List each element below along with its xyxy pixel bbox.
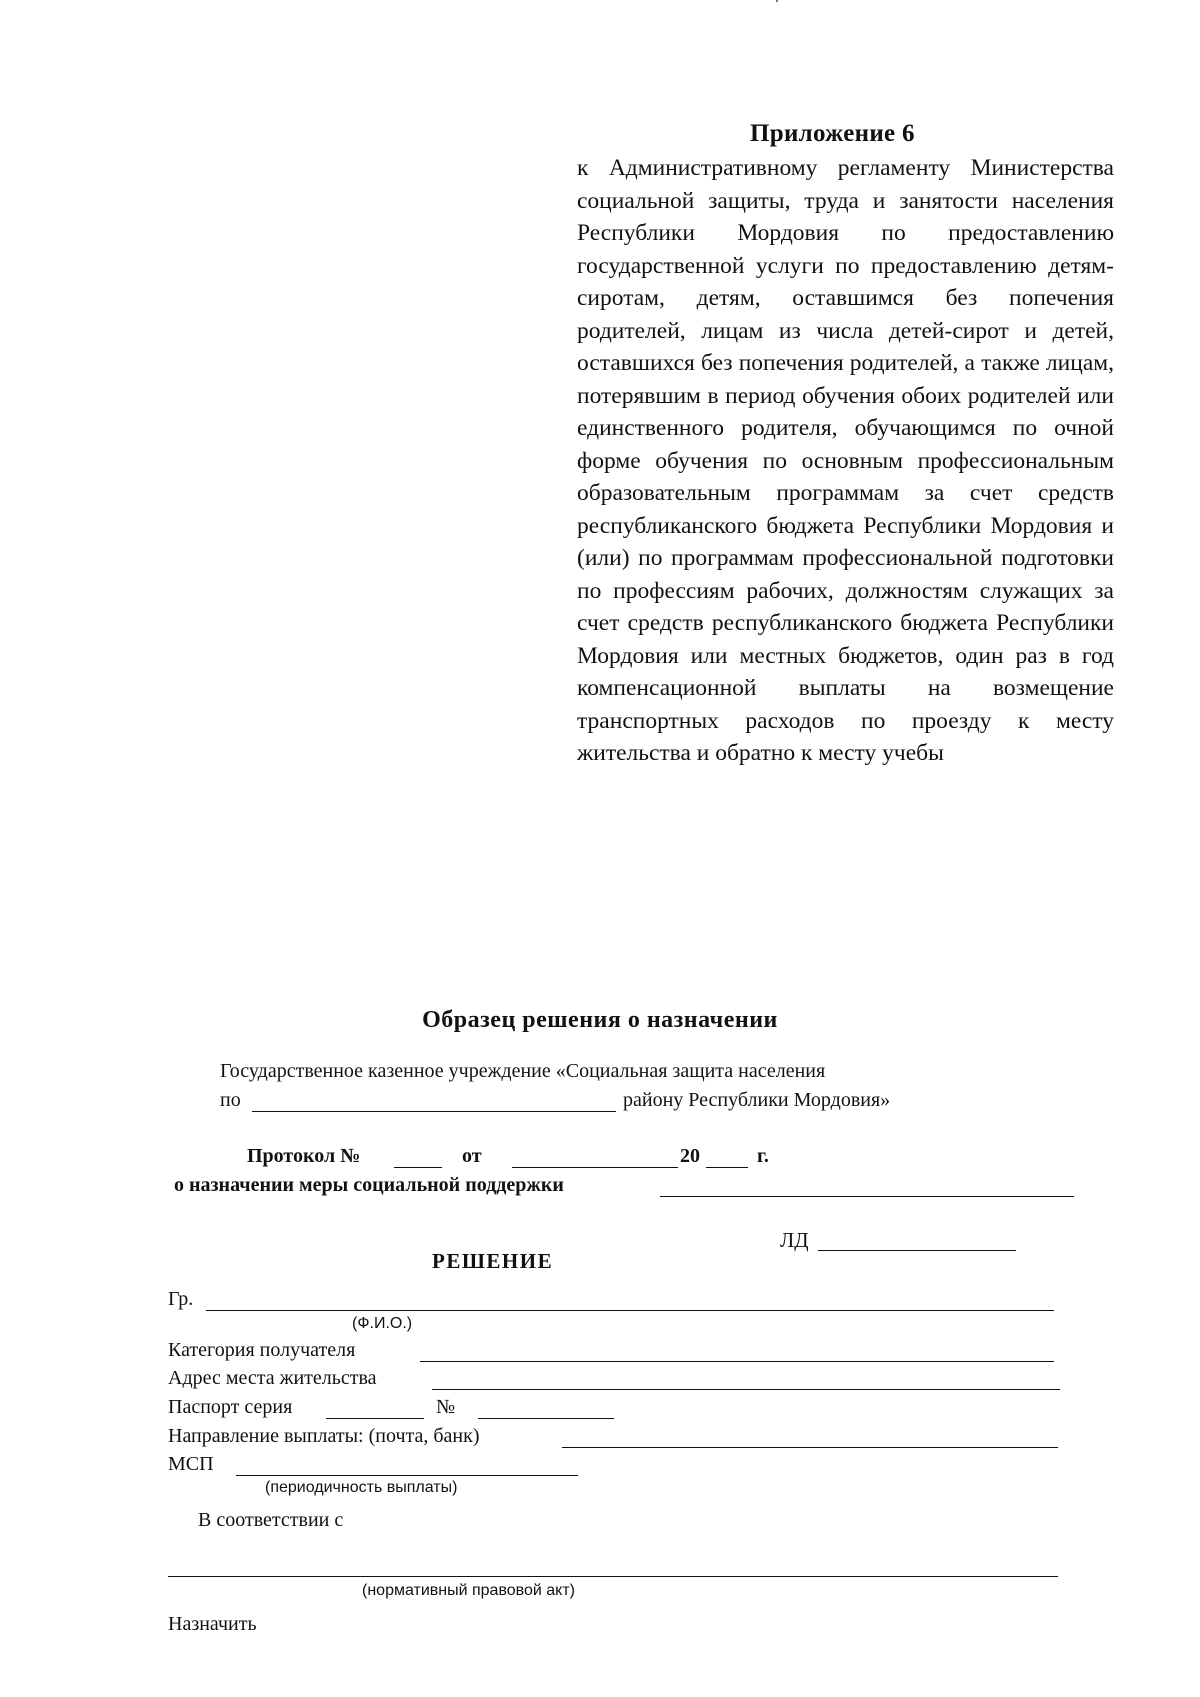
protocol-from-label: от [462,1145,482,1167]
accordance-label: В соответствии с [198,1509,344,1531]
protocol-number-blank [394,1167,442,1168]
category-blank [420,1361,1054,1362]
protocol-label: Протокол № [247,1145,361,1167]
payment-direction-blank [562,1447,1058,1448]
protocol-year-blank [706,1167,748,1168]
msp-blank [236,1475,578,1476]
category-label: Категория получателя [168,1339,356,1361]
protocol-year-suffix: г. [757,1145,769,1167]
measure-label: о назначении меры социальной поддержки [174,1174,564,1196]
address-label: Адрес места жительства [168,1367,377,1389]
msp-label: МСП [168,1453,214,1475]
protocol-year-prefix: 20 [680,1145,700,1167]
payment-direction-label: Направление выплаты: (почта, банк) [168,1425,480,1447]
appendix-title: Приложение 6 [750,120,915,147]
ld-label: ЛД [780,1228,809,1252]
district-blank [252,1111,616,1112]
protocol-date-blank [512,1167,678,1168]
sample-title: Образец решения о назначении [422,1007,778,1033]
fio-blank [206,1310,1054,1311]
institution-prefix: по [220,1089,241,1111]
passport-series-label: Паспорт серия [168,1396,293,1418]
assign-label: Назначить [168,1613,257,1635]
citizen-label: Гр. [168,1288,194,1310]
legal-act-blank [168,1576,1058,1577]
periodicity-caption: (периодичность выплаты) [265,1479,458,1496]
fio-caption: (Ф.И.О.) [352,1315,413,1332]
address-blank [432,1389,1060,1390]
legal-act-caption: (нормативный правовой акт) [362,1582,576,1599]
measure-blank [660,1196,1074,1197]
scan-mark [776,0,778,2]
institution-line-1: Государственное казенное учреждение «Социальная защита населения [220,1060,826,1082]
passport-number-label: № [436,1396,456,1418]
appendix-text: к Административному регламенту Министерства социальной защиты, труда и занятости населения Республики Мордовия по предоставлению государственной услуги по предоставлению детям-сиротам, детям, оставшимся без попечения родителей, лицам из числа детей-сирот и детей, оставшихся без попечения родителей, а также лицам, потерявшим в период обучения обоих родителей или единственного родителя, обучающимся по очной форме обучения по основным профессиональным образовательным программам за счет средств республиканского бюджета Республики Мордовия и (или) по программам профессиональной подготовки по профессиям рабочих, должностям служащих за счет средств республиканского бюджета Республики Мордовия или местных бюджетов, один раз в год компенсационной выплаты на возмещение транспортных расходов по проезду к месту жительства и обратно к месту учебы [577,155,1114,766]
ld-blank [818,1250,1016,1251]
passport-series-blank [326,1418,424,1419]
decision-title: РЕШЕНИЕ [432,1249,554,1273]
institution-suffix: району Республики Мордовия» [623,1089,891,1111]
passport-number-blank [478,1418,614,1419]
